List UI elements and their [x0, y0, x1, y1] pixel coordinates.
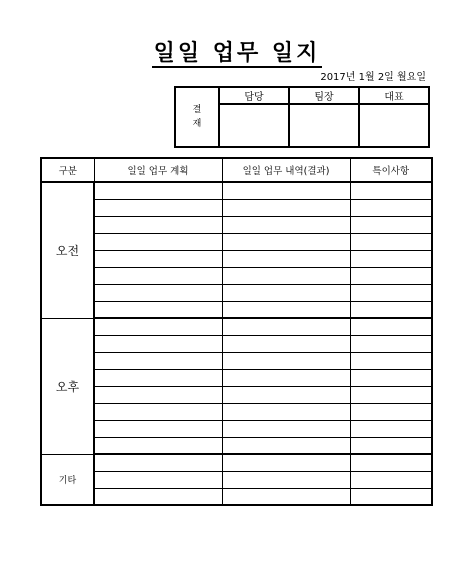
daily-log-table — [40, 157, 433, 506]
result-cell[interactable] — [222, 199, 350, 216]
result-cell[interactable] — [222, 488, 350, 505]
plan-cell[interactable] — [94, 318, 222, 335]
notes-cell[interactable] — [350, 216, 432, 233]
table-row — [41, 471, 432, 488]
title-text: 일일 업무 일지 — [153, 41, 321, 66]
notes-cell[interactable] — [350, 420, 432, 437]
plan-cell[interactable] — [94, 471, 222, 488]
plan-cell[interactable] — [94, 420, 222, 437]
section-label-morning: 오전 — [41, 182, 94, 318]
notes-cell[interactable] — [350, 301, 432, 318]
plan-cell[interactable] — [94, 437, 222, 454]
table-row — [41, 284, 432, 301]
header-notes: 특이사항 — [350, 158, 432, 182]
result-cell[interactable] — [222, 284, 350, 301]
table-row — [41, 488, 432, 505]
notes-cell[interactable] — [350, 454, 432, 471]
notes-cell[interactable] — [350, 352, 432, 369]
header-category: 구분 — [41, 158, 94, 182]
table-row — [41, 369, 432, 386]
result-cell[interactable] — [222, 182, 350, 199]
plan-cell[interactable] — [94, 369, 222, 386]
plan-cell[interactable] — [94, 216, 222, 233]
plan-cell[interactable] — [94, 233, 222, 250]
notes-cell[interactable] — [350, 318, 432, 335]
notes-cell[interactable] — [350, 386, 432, 403]
result-cell[interactable] — [222, 386, 350, 403]
result-cell[interactable] — [222, 250, 350, 267]
plan-cell[interactable] — [94, 250, 222, 267]
notes-cell[interactable] — [350, 182, 432, 199]
table-row — [41, 403, 432, 420]
result-cell[interactable] — [222, 318, 350, 335]
table-row — [41, 318, 432, 335]
result-cell[interactable] — [222, 233, 350, 250]
notes-cell[interactable] — [350, 250, 432, 267]
table-row — [41, 199, 432, 216]
table-row — [41, 301, 432, 318]
table-row — [41, 335, 432, 352]
result-cell[interactable] — [222, 301, 350, 318]
result-cell[interactable] — [222, 216, 350, 233]
table-row — [41, 437, 432, 454]
plan-cell[interactable] — [94, 199, 222, 216]
table-row — [41, 454, 432, 471]
notes-cell[interactable] — [350, 335, 432, 352]
plan-cell[interactable] — [94, 182, 222, 199]
approval-role-manager: 팀장 — [289, 87, 359, 104]
result-cell[interactable] — [222, 437, 350, 454]
table-row — [41, 386, 432, 403]
approval-sign-staff[interactable] — [219, 104, 289, 147]
approval-label: 결 재 — [175, 87, 219, 147]
document-title — [0, 36, 474, 67]
notes-cell[interactable] — [350, 403, 432, 420]
document-date: 2017년 1월 2일 월요일 — [320, 72, 426, 83]
section-label-afternoon: 오후 — [41, 318, 94, 454]
table-header-row — [41, 158, 432, 182]
plan-cell[interactable] — [94, 284, 222, 301]
notes-cell[interactable] — [350, 471, 432, 488]
table-row — [41, 233, 432, 250]
table-row — [41, 182, 432, 199]
header-result: 일일 업무 내역(결과) — [222, 158, 350, 182]
plan-cell[interactable] — [94, 267, 222, 284]
result-cell[interactable] — [222, 403, 350, 420]
plan-cell[interactable] — [94, 335, 222, 352]
plan-cell[interactable] — [94, 352, 222, 369]
result-cell[interactable] — [222, 454, 350, 471]
notes-cell[interactable] — [350, 488, 432, 505]
approval-sign-ceo[interactable] — [359, 104, 429, 147]
notes-cell[interactable] — [350, 369, 432, 386]
plan-cell[interactable] — [94, 386, 222, 403]
notes-cell[interactable] — [350, 284, 432, 301]
result-cell[interactable] — [222, 471, 350, 488]
plan-cell[interactable] — [94, 403, 222, 420]
table-row — [41, 216, 432, 233]
table-row — [41, 250, 432, 267]
notes-cell[interactable] — [350, 267, 432, 284]
plan-cell[interactable] — [94, 454, 222, 471]
result-cell[interactable] — [222, 420, 350, 437]
result-cell[interactable] — [222, 369, 350, 386]
approval-box — [174, 86, 430, 148]
table-row — [41, 267, 432, 284]
plan-cell[interactable] — [94, 488, 222, 505]
notes-cell[interactable] — [350, 437, 432, 454]
result-cell[interactable] — [222, 267, 350, 284]
result-cell[interactable] — [222, 352, 350, 369]
approval-role-ceo: 대표 — [359, 87, 429, 104]
result-cell[interactable] — [222, 335, 350, 352]
notes-cell[interactable] — [350, 199, 432, 216]
table-row — [41, 352, 432, 369]
notes-cell[interactable] — [350, 233, 432, 250]
table-row — [41, 420, 432, 437]
plan-cell[interactable] — [94, 301, 222, 318]
section-label-other: 기타 — [41, 454, 94, 505]
approval-role-staff: 담당 — [219, 87, 289, 104]
approval-sign-manager[interactable] — [289, 104, 359, 147]
header-plan: 일일 업무 계획 — [94, 158, 222, 182]
